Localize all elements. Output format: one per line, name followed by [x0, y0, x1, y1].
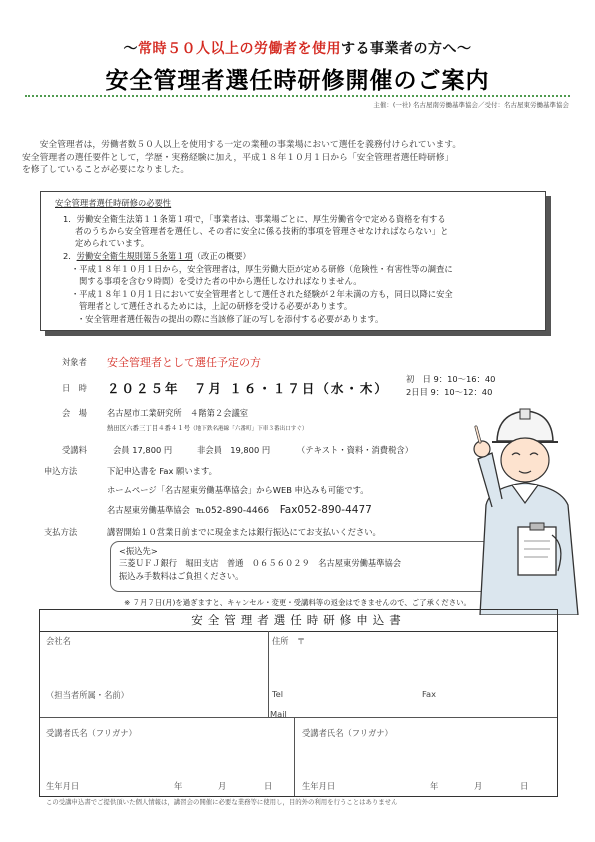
mail-field-label[interactable]: Mail [270, 709, 287, 719]
subtitle: ～常時５０人以上の労働者を使用する事業者の方へ～ [123, 41, 472, 57]
necessity-box: 安全管理者選任時研修の必要性 1．労働安全衛生法第１１条第１項で，「事業者は、事業場ごとに、厚生労働省令で定める資格を有する 者のうちから安全管理者を選任し、その者に安全に係る技術的事項を管理させなければならない」と 定められています。 2．労働安全衛生規則第５条第１項（改正の概要） ・平成１８年１０月１日から，安全管理者は，厚生労働大臣が定める研修（危険性・有害性等の調査に 関する事項を含む９時間）を受けた者の中から選任しなければなりません。 ・平成１８年１０月１日において安全管理者として選任された経験が２年未満の方も，同日以降に安全 管理者として選任されるためには，上記の研修を受ける必要があります。 ・安全管理者選任報告の提出の際に当該修了証の写しを添付する必要があります。 [40, 191, 546, 331]
date-value: ２０２５年 ７月 １６・１７日（水・木） [107, 381, 389, 396]
form-divider [294, 717, 295, 796]
company-field-label[interactable]: 会社名 [46, 636, 71, 646]
subtitle-highlight: 常時５０人以上の労働者を使用 [138, 41, 341, 57]
date-label: 日 時 [62, 383, 87, 393]
application-form: 安全管理者選任時研修申込書 会社名 住所 〒 （担当者所属・名前） Tel Fax Mail 受講者氏名（フリガナ） 受講者氏名（フリガナ） 生年月日 年 月 日 生年月日 年 月 日 [39, 609, 558, 797]
form-title: 安全管理者選任時研修申込書 [40, 610, 557, 632]
trainee1-field-label[interactable]: 受講者氏名（フリガナ） [46, 728, 137, 738]
item2-heading: 2．労働安全衛生規則第５条第１項（改正の概要） [63, 251, 251, 261]
fee-nonmember: 非会員 19,800 円 [197, 445, 271, 455]
venue-address: 熱田区六番三丁目４番４１号（地下鉄名港線「六番町」下車３番出口すぐ） [107, 424, 308, 432]
apply-contact: 名古屋東労働基準協会 ℡052-890-4466 Fax052-890-4477 [107, 504, 372, 516]
fee-member: 会員 17,800 円 [113, 445, 173, 455]
target-label: 対象者 [62, 357, 87, 367]
fee-note: （テキスト・資料・消費税含） [297, 445, 413, 455]
schedule-times: 初 日 9：10～16：40 2日目 9：10～12：40 [406, 374, 496, 397]
dotted-divider [25, 95, 570, 97]
tel-field-label[interactable]: Tel [272, 689, 284, 699]
page-title: 安全管理者選任時研修開催のご案内 [105, 68, 490, 94]
birth2-label[interactable]: 生年月日 [302, 781, 336, 791]
transfer-box: <振込先> 三菱ＵＦＪ銀行 堀田支店 普通 ０６５６０２９ 名古屋東労働基準協会 振込み手数料はご負担ください。 [110, 541, 518, 592]
contact-field-label[interactable]: （担当者所属・名前） [46, 690, 129, 700]
trainee2-field-label[interactable]: 受講者氏名（フリガナ） [302, 728, 393, 738]
form-divider [40, 717, 557, 718]
worker-pointing-icon [440, 395, 590, 615]
pay-label: 支払方法 [44, 527, 78, 537]
apply-label: 申込方法 [44, 466, 78, 476]
target-value: 安全管理者として選任予定の方 [107, 356, 261, 369]
host-organizations: 主催：(一社) 名古屋南労働基準協会／受付：名古屋東労働基準協会 [373, 101, 569, 109]
necessity-heading: 安全管理者選任時研修の必要性 [55, 198, 172, 208]
venue-label: 会 場 [62, 408, 87, 418]
form-divider [268, 631, 269, 717]
privacy-footer: この受講申込書でご提供頂いた個人情報は，講習会の開催に必要な業務等に使用し，目的外の利用を行うことはありません [46, 798, 398, 806]
cancellation-notice: ※ ７月７日(月)を過ぎますと、キャンセル・変更・受講料等の返金はできませんので、ご了承ください。 [124, 598, 471, 607]
apply-web-instruction: ホームページ「名古屋東労働基準協会」からWEB 申込みも可能です。 [107, 485, 369, 495]
pay-instruction: 講習開始１０営業日前までに現金または銀行振込にてお支払いください。 [107, 527, 381, 537]
birth1-label[interactable]: 生年月日 [46, 781, 80, 791]
fax-field-label[interactable]: Fax [422, 689, 437, 699]
address-field-label[interactable]: 住所 〒 [272, 636, 306, 646]
apply-fax-instruction: 下記申込書を Fax 願います。 [107, 466, 217, 476]
venue-name: 名古屋市工業研究所 ４階第２会議室 [107, 408, 249, 418]
intro-text: 安全管理者は，労働者数５０人以上を使用する一定の業種の事業場において選任を義務付けられています。 安全管理者の選任要件として，学歴・実務経験に加え，平成１８年１０月１日から「安全管理者選任時研修」 を修了していることが必要になりました。 [22, 140, 462, 175]
fee-label: 受講料 [62, 445, 87, 455]
